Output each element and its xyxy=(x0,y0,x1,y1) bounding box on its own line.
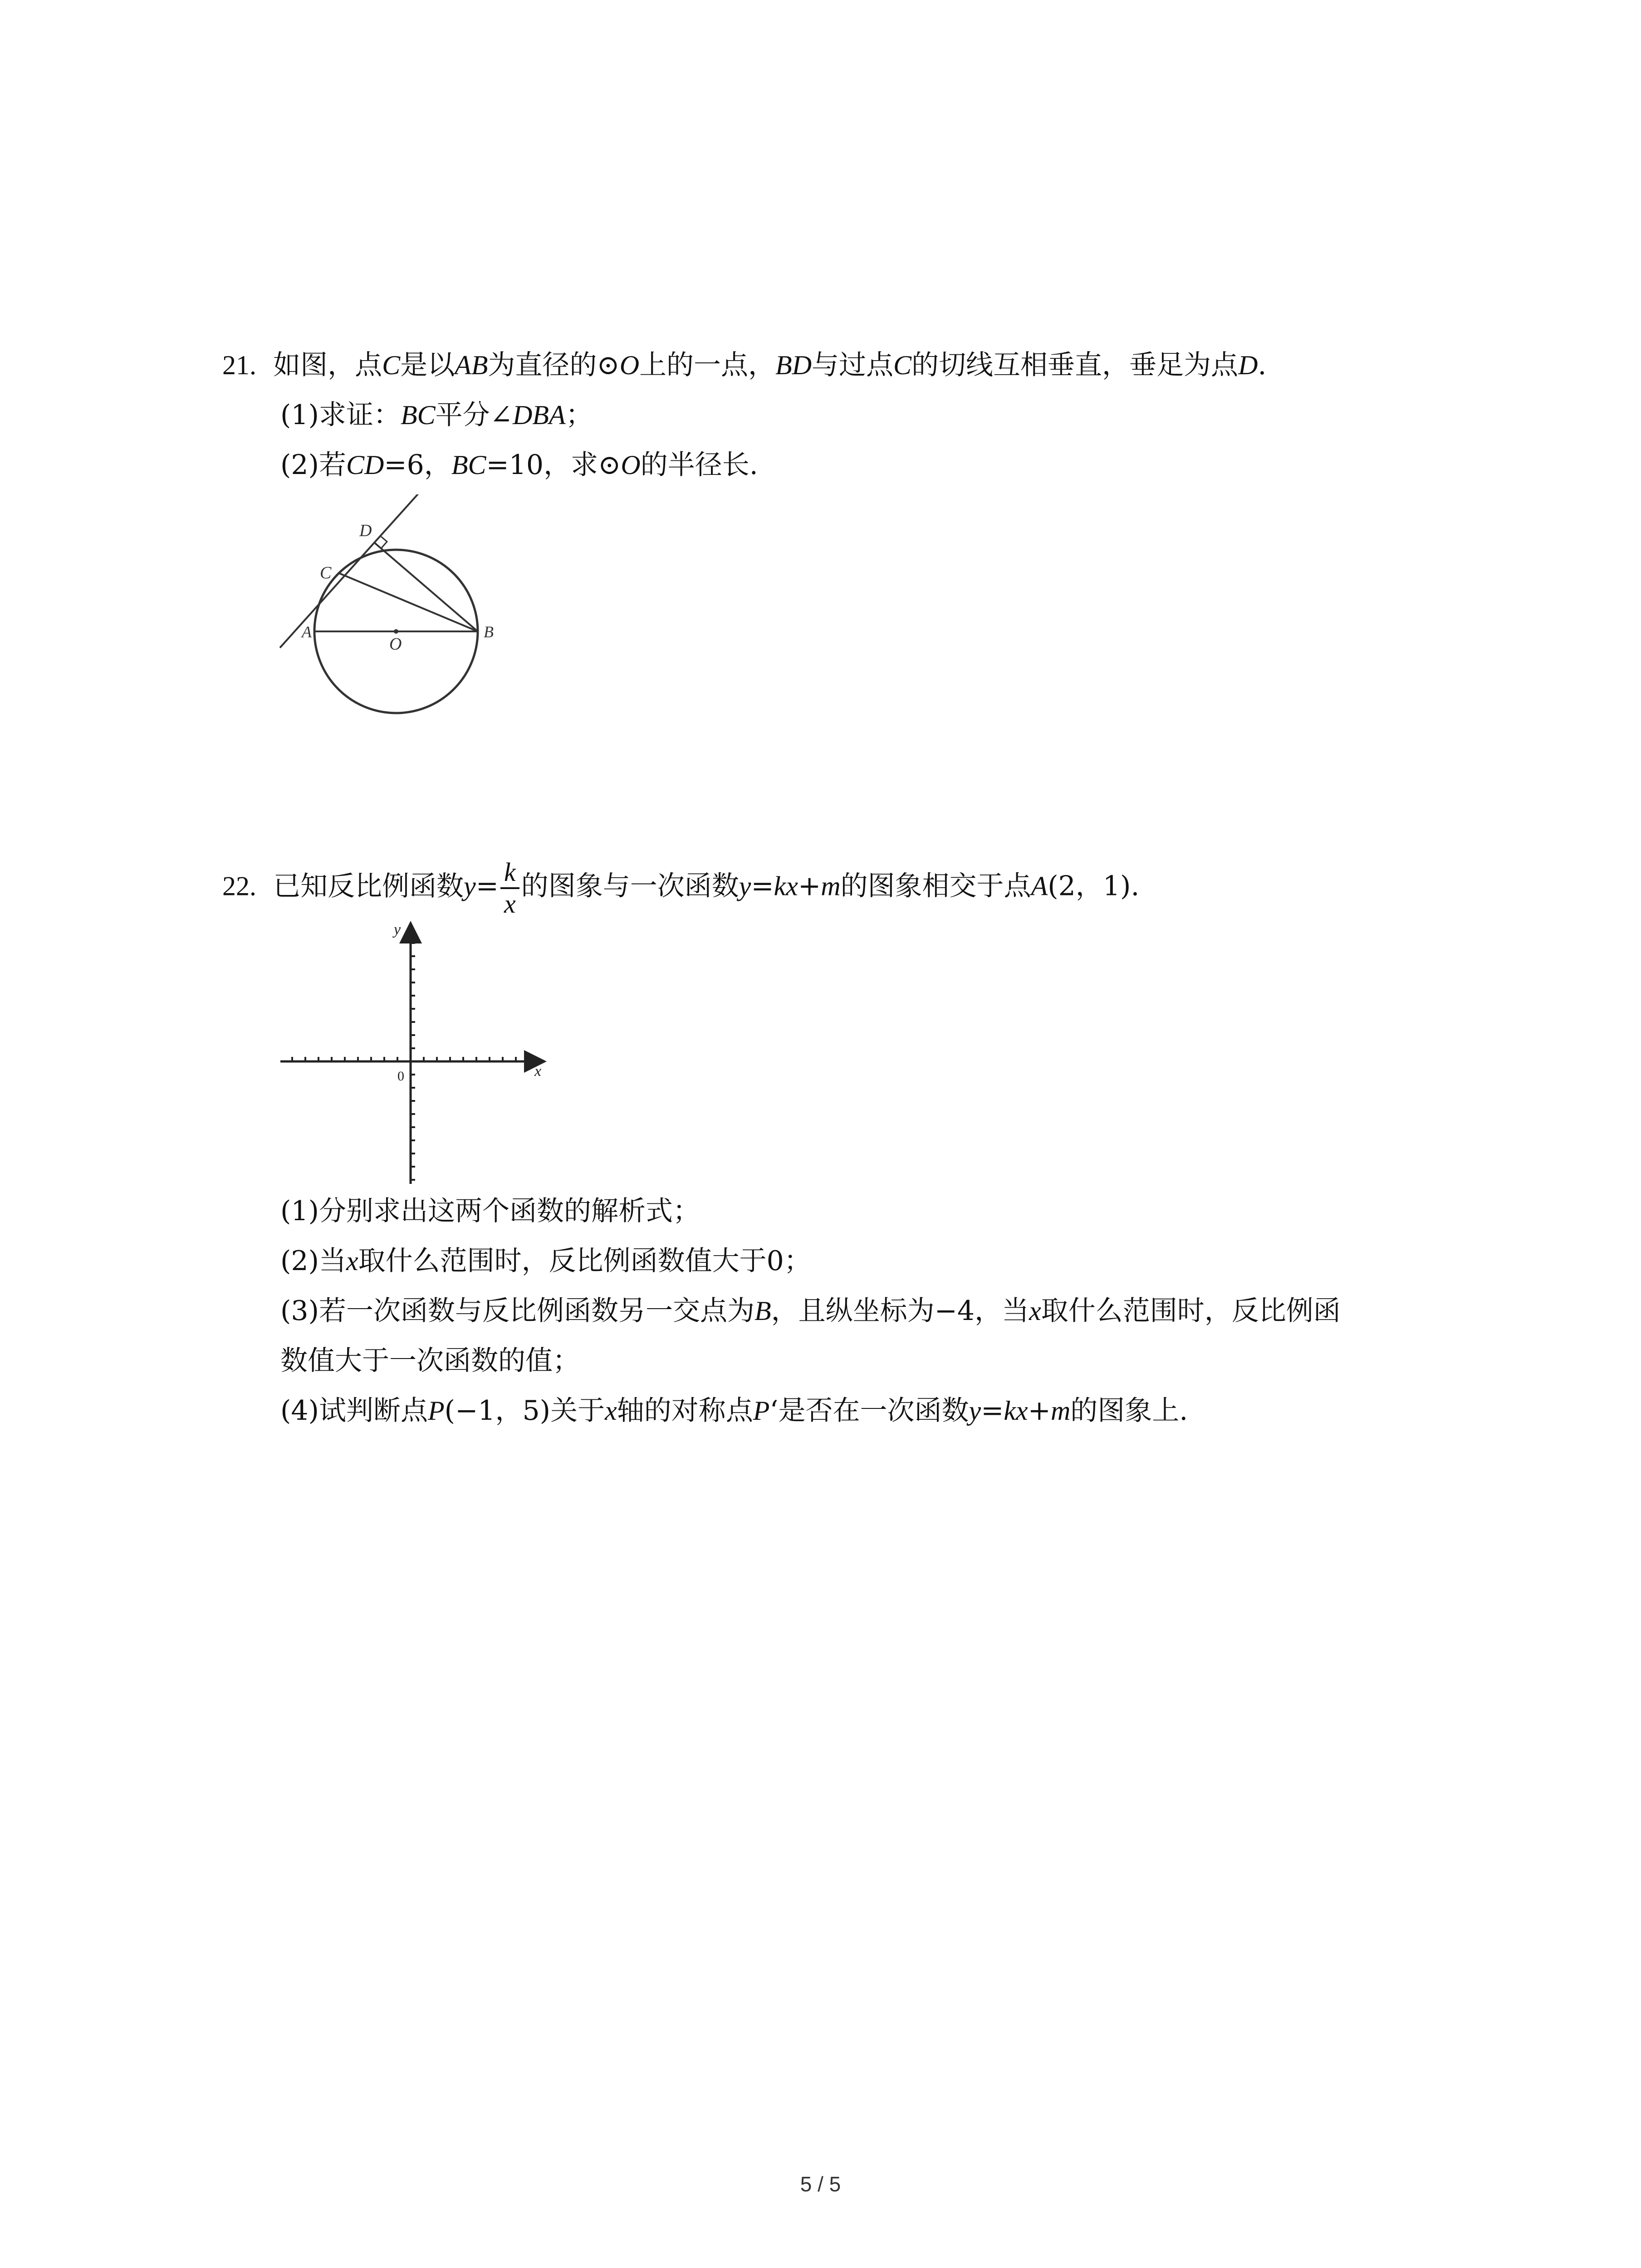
q22-sub2-text: 取什么范围时，反比例函数值大于0； xyxy=(358,1245,811,1277)
q22-sub3-var: B xyxy=(754,1296,771,1326)
q21-sub1-text: 平分∠ xyxy=(435,399,513,431)
q22-text: (2，1). xyxy=(1048,870,1140,902)
q22-text: 的图象相交于点 xyxy=(840,870,1031,902)
label-b: B xyxy=(484,623,494,641)
q22-sub4-text: (4)试判断点 xyxy=(280,1395,428,1427)
q22-sub4-text: ‘是否在一次函数 xyxy=(769,1395,969,1427)
q21-text: 与过点 xyxy=(812,349,894,381)
q22-sub3-text: ，且纵坐标为−4，当 xyxy=(771,1295,1029,1327)
q22-text: = xyxy=(751,870,774,902)
q21-sub2-text: (2)若 xyxy=(280,449,346,481)
q21-sub2 xyxy=(280,447,758,483)
q22-text: 已知反比例函数 xyxy=(273,870,464,902)
q22-sub2-var: x xyxy=(346,1246,358,1276)
q22-sub1 xyxy=(280,1193,700,1229)
q21-text: 的切线互相垂直，垂足为点 xyxy=(911,349,1239,381)
fraction-k-over-x xyxy=(500,857,519,919)
origin-label: 0 xyxy=(397,1069,404,1084)
q21-text: 是以 xyxy=(400,349,455,381)
q21-text: 为直径的⊙ xyxy=(488,349,620,381)
q22-sub2 xyxy=(280,1243,811,1279)
q22-sub4-text: + xyxy=(1028,1395,1051,1427)
q21-sub2-var: BC xyxy=(451,450,486,480)
q22-sub3-cont-text: 数值大于一次函数的值； xyxy=(280,1345,580,1377)
q22-text: + xyxy=(798,870,821,902)
q22-var: y xyxy=(739,871,751,901)
q21-var: O xyxy=(619,350,640,380)
q22-var: m xyxy=(821,871,841,901)
q21-var: BD xyxy=(775,350,812,380)
fraction-numerator: k xyxy=(500,857,519,889)
q21-sub1 xyxy=(280,397,593,433)
q22-sub1-text: (1)分别求出这两个函数的解析式； xyxy=(280,1195,700,1227)
q22-sub4-var: P xyxy=(428,1396,445,1426)
q22-sub3-continued xyxy=(280,1343,580,1379)
q22-sub4-text: 的图象上. xyxy=(1070,1395,1188,1427)
q22-sub4-var: P xyxy=(753,1396,770,1426)
q22-sub4-var: m xyxy=(1050,1396,1071,1426)
q22-sub4-text: (−1，5)关于 xyxy=(444,1395,605,1427)
right-angle-mark xyxy=(381,537,387,548)
q22-sub3-text: 取什么范围时，反比例函 xyxy=(1041,1295,1341,1327)
label-o: O xyxy=(389,635,402,654)
q22-sub4-var: x xyxy=(605,1396,617,1426)
x-axis-label: x xyxy=(534,1063,542,1080)
center-dot xyxy=(394,629,398,634)
q21-sub2-text: 的半径长. xyxy=(640,449,758,481)
q22-sub3-var: x xyxy=(1029,1296,1041,1326)
q21-text: 上的一点， xyxy=(639,349,776,381)
q21-sub2-var: CD xyxy=(346,450,384,480)
q21-sub1-var: BC xyxy=(401,400,436,430)
label-a: A xyxy=(302,623,312,641)
q22-sub4-var: kx xyxy=(1004,1396,1028,1426)
q22-sub4-text: 轴的对称点 xyxy=(617,1395,753,1427)
q22-sub4-var: y xyxy=(969,1396,981,1426)
q21-var: C xyxy=(893,350,912,380)
q21-sub2-text: =6， xyxy=(384,449,451,481)
q21-sub1-text: (1)求证： xyxy=(280,399,401,431)
segment-bc xyxy=(339,573,478,631)
q22-var: A xyxy=(1031,871,1048,901)
q21-circle-figure xyxy=(268,494,522,721)
y-axis-label: y xyxy=(394,921,401,938)
q22-text: = xyxy=(475,870,499,902)
q21-sub2-text: =10，求⊙ xyxy=(486,449,621,481)
fraction-denominator: x xyxy=(504,889,516,919)
q22-var: y xyxy=(464,871,476,901)
q21-var: D xyxy=(1238,350,1258,380)
q22-sub2-text: (2)当 xyxy=(280,1245,346,1277)
q21-text: 如图，点 xyxy=(273,349,382,381)
q22-var: kx xyxy=(774,871,798,901)
q22-sub4-text: = xyxy=(981,1395,1004,1427)
q21-number: 21. xyxy=(222,350,256,380)
q21-sub1-var: DBA xyxy=(512,400,566,430)
q22-sub3 xyxy=(280,1293,1341,1329)
label-d: D xyxy=(359,521,372,540)
page-number: 5 / 5 xyxy=(800,2172,841,2196)
q21-sub2-var: O xyxy=(621,450,641,480)
q21-sub1-text: ； xyxy=(565,399,593,431)
q21-stem xyxy=(222,347,1266,383)
q21-var: AB xyxy=(455,350,488,380)
q21-var: C xyxy=(382,350,401,380)
q22-sub3-text: (3)若一次函数与反比例函数另一交点为 xyxy=(280,1295,754,1327)
q22-number: 22. xyxy=(222,871,256,901)
q22-text: 的图象与一次函数 xyxy=(521,870,739,902)
label-c: C xyxy=(320,563,332,582)
q22-sub4 xyxy=(280,1393,1188,1429)
tangent-line xyxy=(280,494,420,648)
q22-axes xyxy=(272,912,563,1193)
q21-text: . xyxy=(1258,349,1267,381)
q22-stem xyxy=(222,857,1139,919)
